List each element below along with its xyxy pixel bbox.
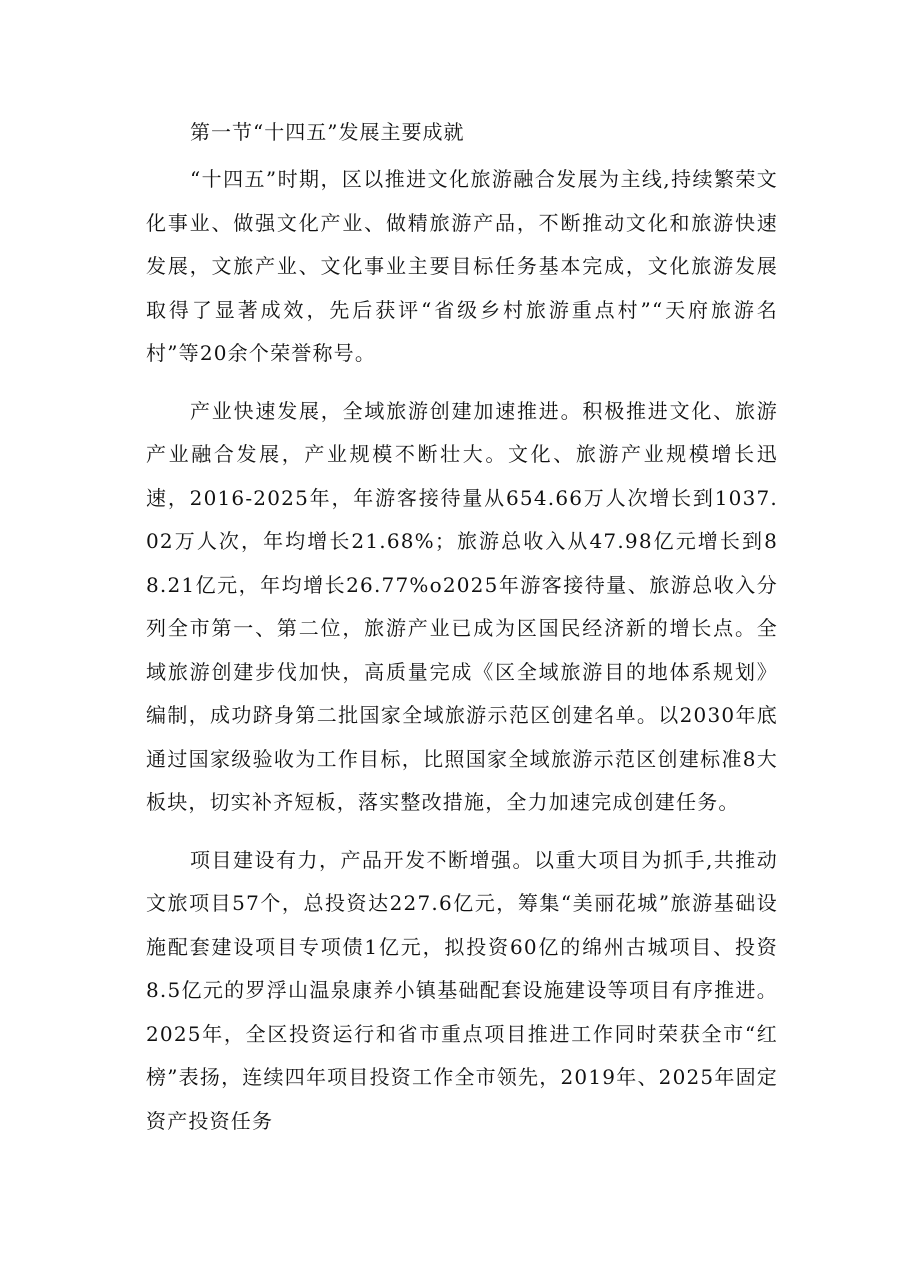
document-body (146, 112, 778, 1143)
paragraph-project-construction: 项目建设有力，产品开发不断增强。以重大项目为抓手,共推动文旅项目57个，总投资达227.6亿元，筹集“美丽花城”旅游基础设施配套建设项目专项债1亿元，拟投资60亿的绵州古城项目、投资8.5亿元的罗浮山温泉康养小镇基础配套设施建设等项目有序推进。2025年，全区投资运行和省市重点项目推进工作同时荣获全市“红榜”表扬，连续四年项目投资工作全市领先，2019年、2025年固定资产投资任务 (146, 847, 778, 1133)
section-heading: 第一节“十四五”发展主要成就 (190, 120, 465, 144)
paragraph-overview: “十四五”时期，区以推进文化旅游融合发展为主线,持续繁荣文化事业、做强文化产业、做精旅游产品，不断推动文化和旅游快速发展，文旅产业、文化事业主要目标任务基本完成，文化旅游发展取得了显著成效，先后获评“省级乡村旅游重点村”“天府旅游名村”等20余个荣誉称号。 (146, 167, 778, 365)
paragraph-industry-development: 产业快速发展，全域旅游创建加速推进。积极推进文化、旅游产业融合发展，产业规模不断壮大。文化、旅游产业规模增长迅速，2016-2025年，年游客接待量从654.66万人次增长到1037.02万人次，年均增长21.68%；旅游总收入从47.98亿元增长到88.21亿元，年均增长26.77%o2025年游客接待量、旅游总收入分列全市第一、第二位，旅游产业已成为区国民经济新的增长点。全域旅游创建步伐加快，高质量完成《区全域旅游目的地体系规划》编制，成功跻身第二批国家全域旅游示范区创建名单。以2030年底通过国家级验收为工作目标，比照国家全域旅游示范区创建标准8大板块，切实补齐短板，落实整改措施，全力加速完成创建任务。 (146, 398, 778, 814)
